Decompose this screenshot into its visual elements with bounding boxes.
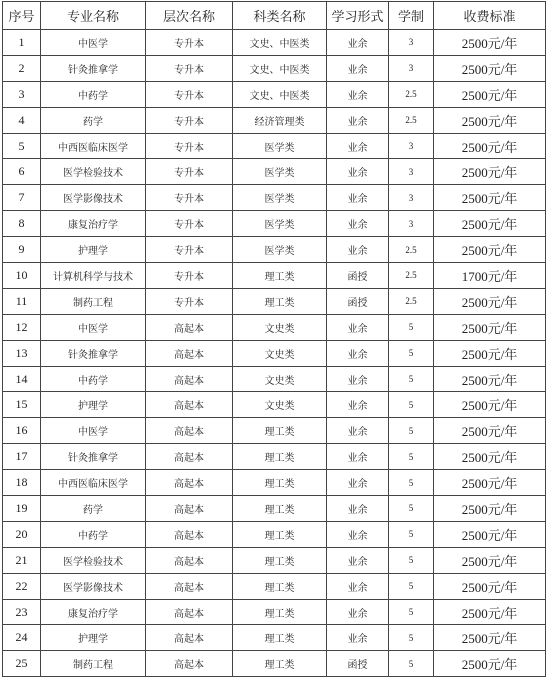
table-row bbox=[3, 263, 546, 289]
cell-seq: 16 bbox=[3, 418, 41, 444]
table-row bbox=[3, 418, 546, 444]
cell-seq: 19 bbox=[3, 496, 41, 522]
cell-seq: 14 bbox=[3, 366, 41, 392]
cell-study-mode: 业余 bbox=[327, 133, 389, 159]
header-major: 专业名称 bbox=[41, 2, 146, 30]
cell-major: 护理学 bbox=[41, 237, 146, 263]
cell-category: 医学类 bbox=[233, 185, 327, 211]
cell-category: 理工类 bbox=[233, 547, 327, 573]
cell-study-mode: 业余 bbox=[327, 599, 389, 625]
cell-major: 针灸推拿学 bbox=[41, 55, 146, 81]
table-row bbox=[3, 211, 546, 237]
cell-major: 中药学 bbox=[41, 81, 146, 107]
cell-major: 中医学 bbox=[41, 314, 146, 340]
cell-fee: 2500元/年 bbox=[434, 625, 546, 651]
cell-fee: 2500元/年 bbox=[434, 159, 546, 185]
table-row bbox=[3, 547, 546, 573]
cell-category: 文史、中医类 bbox=[233, 55, 327, 81]
cell-fee: 2500元/年 bbox=[434, 237, 546, 263]
cell-duration: 5 bbox=[389, 521, 434, 547]
cell-category: 理工类 bbox=[233, 521, 327, 547]
cell-level: 专升本 bbox=[146, 237, 233, 263]
cell-level: 专升本 bbox=[146, 81, 233, 107]
cell-duration: 3 bbox=[389, 159, 434, 185]
cell-major: 中药学 bbox=[41, 521, 146, 547]
cell-study-mode: 函授 bbox=[327, 288, 389, 314]
cell-fee: 1700元/年 bbox=[434, 263, 546, 289]
cell-level: 高起本 bbox=[146, 521, 233, 547]
cell-level: 专升本 bbox=[146, 211, 233, 237]
cell-major: 护理学 bbox=[41, 625, 146, 651]
cell-seq: 11 bbox=[3, 288, 41, 314]
cell-major: 医学影像技术 bbox=[41, 185, 146, 211]
cell-study-mode: 业余 bbox=[327, 470, 389, 496]
cell-fee: 2500元/年 bbox=[434, 366, 546, 392]
cell-duration: 5 bbox=[389, 573, 434, 599]
cell-seq: 18 bbox=[3, 470, 41, 496]
cell-duration: 5 bbox=[389, 366, 434, 392]
table-row bbox=[3, 288, 546, 314]
cell-level: 高起本 bbox=[146, 392, 233, 418]
cell-seq: 8 bbox=[3, 211, 41, 237]
table-row bbox=[3, 340, 546, 366]
cell-duration: 5 bbox=[389, 470, 434, 496]
cell-major: 中药学 bbox=[41, 366, 146, 392]
cell-level: 专升本 bbox=[146, 185, 233, 211]
cell-major: 医学检验技术 bbox=[41, 159, 146, 185]
cell-major: 医学检验技术 bbox=[41, 547, 146, 573]
cell-category: 理工类 bbox=[233, 625, 327, 651]
cell-level: 专升本 bbox=[146, 55, 233, 81]
cell-major: 中医学 bbox=[41, 418, 146, 444]
cell-study-mode: 业余 bbox=[327, 366, 389, 392]
cell-fee: 2500元/年 bbox=[434, 81, 546, 107]
table-row bbox=[3, 314, 546, 340]
table-row bbox=[3, 470, 546, 496]
cell-seq: 24 bbox=[3, 625, 41, 651]
cell-category: 理工类 bbox=[233, 651, 327, 677]
cell-level: 专升本 bbox=[146, 288, 233, 314]
cell-category: 文史、中医类 bbox=[233, 30, 327, 56]
cell-duration: 3 bbox=[389, 133, 434, 159]
cell-level: 专升本 bbox=[146, 133, 233, 159]
cell-major: 中西医临床医学 bbox=[41, 133, 146, 159]
cell-duration: 5 bbox=[389, 392, 434, 418]
cell-duration: 5 bbox=[389, 496, 434, 522]
cell-duration: 5 bbox=[389, 651, 434, 677]
cell-study-mode: 业余 bbox=[327, 625, 389, 651]
cell-seq: 13 bbox=[3, 340, 41, 366]
cell-level: 专升本 bbox=[146, 107, 233, 133]
cell-study-mode: 业余 bbox=[327, 573, 389, 599]
cell-category: 理工类 bbox=[233, 418, 327, 444]
cell-seq: 6 bbox=[3, 159, 41, 185]
cell-category: 理工类 bbox=[233, 444, 327, 470]
cell-level: 高起本 bbox=[146, 496, 233, 522]
table-row bbox=[3, 366, 546, 392]
table-header-row bbox=[3, 2, 546, 30]
cell-fee: 2500元/年 bbox=[434, 573, 546, 599]
table-row bbox=[3, 392, 546, 418]
cell-duration: 3 bbox=[389, 55, 434, 81]
cell-study-mode: 业余 bbox=[327, 211, 389, 237]
cell-level: 高起本 bbox=[146, 547, 233, 573]
cell-fee: 2500元/年 bbox=[434, 314, 546, 340]
table-row bbox=[3, 55, 546, 81]
cell-major: 康复治疗学 bbox=[41, 599, 146, 625]
cell-fee: 2500元/年 bbox=[434, 547, 546, 573]
cell-major: 药学 bbox=[41, 107, 146, 133]
table-row bbox=[3, 237, 546, 263]
header-study-mode: 学习形式 bbox=[327, 2, 389, 30]
cell-category: 文史、中医类 bbox=[233, 81, 327, 107]
cell-study-mode: 函授 bbox=[327, 263, 389, 289]
cell-major: 中西医临床医学 bbox=[41, 470, 146, 496]
cell-fee: 2500元/年 bbox=[434, 599, 546, 625]
cell-seq: 3 bbox=[3, 81, 41, 107]
cell-seq: 9 bbox=[3, 237, 41, 263]
cell-level: 高起本 bbox=[146, 366, 233, 392]
header-fee: 收费标准 bbox=[434, 2, 546, 30]
cell-major: 康复治疗学 bbox=[41, 211, 146, 237]
cell-duration: 2.5 bbox=[389, 288, 434, 314]
fee-table bbox=[2, 1, 546, 677]
cell-duration: 5 bbox=[389, 340, 434, 366]
table-row bbox=[3, 573, 546, 599]
cell-duration: 2.5 bbox=[389, 107, 434, 133]
cell-duration: 5 bbox=[389, 547, 434, 573]
cell-level: 高起本 bbox=[146, 340, 233, 366]
table-row bbox=[3, 81, 546, 107]
cell-major: 针灸推拿学 bbox=[41, 340, 146, 366]
cell-seq: 15 bbox=[3, 392, 41, 418]
cell-category: 理工类 bbox=[233, 470, 327, 496]
cell-level: 高起本 bbox=[146, 573, 233, 599]
table-row bbox=[3, 599, 546, 625]
cell-major: 医学影像技术 bbox=[41, 573, 146, 599]
cell-study-mode: 业余 bbox=[327, 55, 389, 81]
cell-fee: 2500元/年 bbox=[434, 418, 546, 444]
cell-level: 专升本 bbox=[146, 159, 233, 185]
cell-level: 高起本 bbox=[146, 625, 233, 651]
cell-fee: 2500元/年 bbox=[434, 392, 546, 418]
cell-category: 文史类 bbox=[233, 314, 327, 340]
cell-level: 高起本 bbox=[146, 418, 233, 444]
header-seq: 序号 bbox=[3, 2, 41, 30]
cell-category: 医学类 bbox=[233, 133, 327, 159]
cell-fee: 2500元/年 bbox=[434, 496, 546, 522]
cell-major: 计算机科学与技术 bbox=[41, 263, 146, 289]
cell-duration: 2.5 bbox=[389, 237, 434, 263]
table-row bbox=[3, 107, 546, 133]
cell-seq: 22 bbox=[3, 573, 41, 599]
cell-seq: 10 bbox=[3, 263, 41, 289]
cell-duration: 5 bbox=[389, 599, 434, 625]
cell-fee: 2500元/年 bbox=[434, 211, 546, 237]
cell-study-mode: 业余 bbox=[327, 444, 389, 470]
cell-fee: 2500元/年 bbox=[434, 444, 546, 470]
cell-study-mode: 业余 bbox=[327, 237, 389, 263]
cell-level: 高起本 bbox=[146, 314, 233, 340]
cell-fee: 2500元/年 bbox=[434, 185, 546, 211]
cell-category: 经济管理类 bbox=[233, 107, 327, 133]
cell-study-mode: 业余 bbox=[327, 185, 389, 211]
header-level: 层次名称 bbox=[146, 2, 233, 30]
cell-fee: 2500元/年 bbox=[434, 288, 546, 314]
cell-study-mode: 业余 bbox=[327, 418, 389, 444]
header-duration: 学制 bbox=[389, 2, 434, 30]
table-body bbox=[3, 30, 546, 677]
cell-study-mode: 业余 bbox=[327, 159, 389, 185]
cell-seq: 25 bbox=[3, 651, 41, 677]
cell-duration: 5 bbox=[389, 625, 434, 651]
cell-fee: 2500元/年 bbox=[434, 30, 546, 56]
table-row bbox=[3, 133, 546, 159]
cell-duration: 2.5 bbox=[389, 81, 434, 107]
cell-seq: 4 bbox=[3, 107, 41, 133]
cell-study-mode: 业余 bbox=[327, 392, 389, 418]
cell-duration: 5 bbox=[389, 314, 434, 340]
cell-level: 高起本 bbox=[146, 444, 233, 470]
cell-category: 文史类 bbox=[233, 392, 327, 418]
cell-study-mode: 业余 bbox=[327, 314, 389, 340]
cell-fee: 2500元/年 bbox=[434, 651, 546, 677]
cell-major: 制药工程 bbox=[41, 288, 146, 314]
table-row bbox=[3, 651, 546, 677]
cell-category: 理工类 bbox=[233, 573, 327, 599]
cell-category: 理工类 bbox=[233, 288, 327, 314]
table-row bbox=[3, 496, 546, 522]
cell-duration: 2.5 bbox=[389, 263, 434, 289]
cell-fee: 2500元/年 bbox=[434, 340, 546, 366]
cell-duration: 3 bbox=[389, 30, 434, 56]
cell-category: 理工类 bbox=[233, 263, 327, 289]
cell-seq: 1 bbox=[3, 30, 41, 56]
table-row bbox=[3, 521, 546, 547]
cell-fee: 2500元/年 bbox=[434, 55, 546, 81]
cell-seq: 5 bbox=[3, 133, 41, 159]
cell-seq: 17 bbox=[3, 444, 41, 470]
table-row bbox=[3, 185, 546, 211]
cell-major: 针灸推拿学 bbox=[41, 444, 146, 470]
cell-category: 文史类 bbox=[233, 340, 327, 366]
cell-study-mode: 业余 bbox=[327, 547, 389, 573]
cell-seq: 23 bbox=[3, 599, 41, 625]
table-row bbox=[3, 625, 546, 651]
cell-seq: 12 bbox=[3, 314, 41, 340]
header-category: 科类名称 bbox=[233, 2, 327, 30]
cell-study-mode: 业余 bbox=[327, 521, 389, 547]
table-row bbox=[3, 159, 546, 185]
cell-study-mode: 业余 bbox=[327, 496, 389, 522]
cell-major: 制药工程 bbox=[41, 651, 146, 677]
cell-fee: 2500元/年 bbox=[434, 470, 546, 496]
cell-duration: 3 bbox=[389, 211, 434, 237]
cell-level: 高起本 bbox=[146, 470, 233, 496]
cell-category: 文史类 bbox=[233, 366, 327, 392]
cell-level: 专升本 bbox=[146, 263, 233, 289]
cell-category: 医学类 bbox=[233, 159, 327, 185]
cell-level: 专升本 bbox=[146, 30, 233, 56]
cell-fee: 2500元/年 bbox=[434, 133, 546, 159]
cell-seq: 7 bbox=[3, 185, 41, 211]
cell-category: 医学类 bbox=[233, 237, 327, 263]
cell-study-mode: 业余 bbox=[327, 81, 389, 107]
cell-level: 高起本 bbox=[146, 599, 233, 625]
table-row bbox=[3, 30, 546, 56]
cell-category: 医学类 bbox=[233, 211, 327, 237]
cell-major: 药学 bbox=[41, 496, 146, 522]
cell-seq: 2 bbox=[3, 55, 41, 81]
cell-seq: 20 bbox=[3, 521, 41, 547]
cell-seq: 21 bbox=[3, 547, 41, 573]
table-row bbox=[3, 444, 546, 470]
cell-study-mode: 业余 bbox=[327, 107, 389, 133]
cell-study-mode: 业余 bbox=[327, 340, 389, 366]
cell-study-mode: 函授 bbox=[327, 651, 389, 677]
cell-duration: 3 bbox=[389, 185, 434, 211]
cell-study-mode: 业余 bbox=[327, 30, 389, 56]
cell-major: 中医学 bbox=[41, 30, 146, 56]
cell-category: 理工类 bbox=[233, 599, 327, 625]
cell-fee: 2500元/年 bbox=[434, 521, 546, 547]
cell-level: 高起本 bbox=[146, 651, 233, 677]
cell-category: 理工类 bbox=[233, 496, 327, 522]
cell-fee: 2500元/年 bbox=[434, 107, 546, 133]
cell-duration: 5 bbox=[389, 418, 434, 444]
cell-duration: 5 bbox=[389, 444, 434, 470]
cell-major: 护理学 bbox=[41, 392, 146, 418]
